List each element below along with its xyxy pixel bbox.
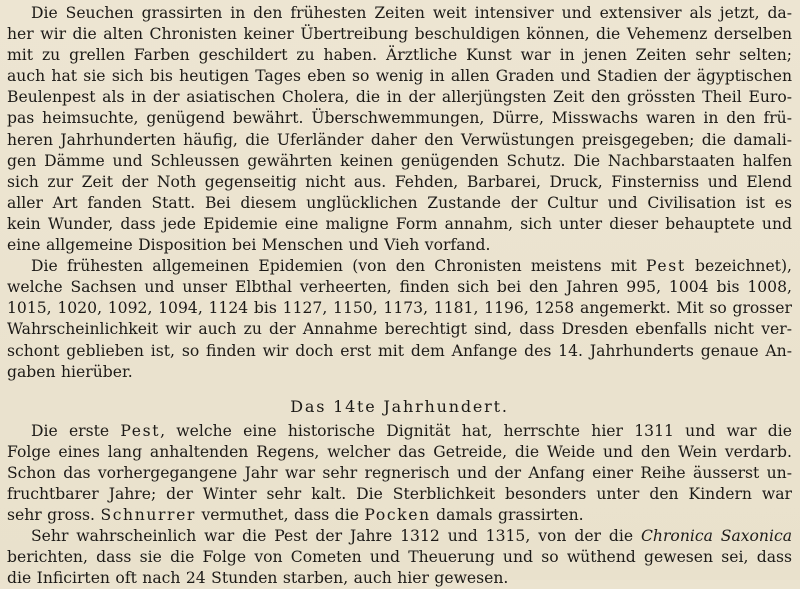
text-run: Die frühesten allgemeinen Epidemien (von den Chronisten meistens mit [31,257,647,276]
text-line: Schon das vorhergegangene Jahr war sehr regnerisch und der Anfang einer Reihe äusserst un- [7,463,792,482]
text-line: pas heimsuchte, genügend bewährt. Überschwemmungen, Dürre, Misswachs waren in den frü- [7,109,792,128]
emphasis-chronica-saxonica: Chronica Saxonica [641,527,792,546]
text-line: schont geblieben ist, so finden wir doch erst mit dem Anfange des 14. Jahrhunderts genaue An- [7,341,792,360]
text-line: heren Jahrhunderten häufig, die Uferländer daher den Verwüstungen preisgegeben; die damali- [7,130,792,149]
text-run: damals grassirten. [430,506,584,525]
text-run: , welche eine historische Dignität hat, herrschte hier 1311 und war die [160,421,792,440]
emphasis-pest: Pest [646,257,686,276]
text-line: welche Sachsen und unser Elbthal verheerten, finden sich bei den Jahren 995, 1004 bis 1008, [7,278,792,297]
text-line: eine allgemeine Disposition bei Menschen und Vieh vorfand. [7,236,491,255]
text-run: vermuthet, dass die [195,506,365,525]
text-run: sehr gross. [7,506,101,525]
text-line: Die Seuchen grassirten in den frühesten Zeiten weit intensiver und extensiver als jetzt, da- [31,4,792,22]
emphasis-pocken: Pocken [364,506,431,525]
paragraph-seuchen [7,3,792,256]
text-line: sich zur Zeit der Noth gegenseitig nicht aus. Fehden, Barbarei, Druck, Finsterniss und Elend [7,172,792,191]
text-line: Beulenpest als in der asiatischen Cholera, die in der allerjüngsten Zeit den grössten Theil Euro- [7,88,792,107]
section-heading: Das 14te Jahrhundert. [290,396,509,416]
text-line: die Inficirten oft nach 24 Stunden starben, auch hier gewesen. [7,569,509,588]
text-line: her wir die alten Chronisten keiner Übertreibung beschuldigen können, die Vehemenz derselben [7,25,792,44]
text-run: Sehr wahrscheinlich war die Pest der Jahre 1312 und 1315, von der die [31,527,641,546]
text-line: Folge eines lang anhaltenden Regens, welcher das Getreide, die Weide und den Wein verdarb. [7,442,792,461]
text-line: fruchtbarer Jahre; der Winter sehr kalt. Die Sterblichkeit besonders unter den Kindern war [7,484,792,503]
text-line [7,421,792,442]
text-line: berichten, dass sie die Folge von Cometen und Theuerung und so wüthend gewesen sei, dass [7,548,792,567]
text-line: aller Art fanden Statt. Bei diesem unglücklichen Zustande der Cultur und Civilisation ist es [7,193,792,212]
text-line: gaben hierüber. [7,362,133,381]
emphasis-pest: Pest [120,421,161,440]
paragraph-epidemien [7,256,792,383]
paragraph-erste-pest [7,421,792,526]
text-line [7,256,792,277]
text-line [7,505,792,526]
emphasis-schnurrer: Schnurrer [100,506,196,525]
text-run: Die erste [31,421,121,440]
text-line: auch hat sie sich bis heutigen Tages eben so wenig in allen Graden und Stadien der ägyptischen [7,67,792,86]
text-line: gen Dämme und Schleussen gewährten keinen genügenden Schutz. Die Nachbarstaaten halfen [7,151,792,170]
text-line: 1015, 1020, 1092, 1094, 1124 bis 1127, 1150, 1173, 1181, 1196, 1258 angemerkt. Mit so grosser [7,299,792,318]
text-line: mit zu grellen Farben geschildert zu haben. Ärztliche Kunst war in jenen Zeiten sehr selten; [7,46,792,65]
text-line: kein Wunder, dass jede Epidemie eine maligne Form annahm, sich unter dieser behauptete und [7,214,792,233]
text-run: bezeichnet), [685,257,792,276]
text-line [7,526,792,547]
text-line: Wahrscheinlichkeit wir auch zu der Annahme berechtigt sind, dass Dresden ebenfalls nicht ver- [7,320,792,339]
